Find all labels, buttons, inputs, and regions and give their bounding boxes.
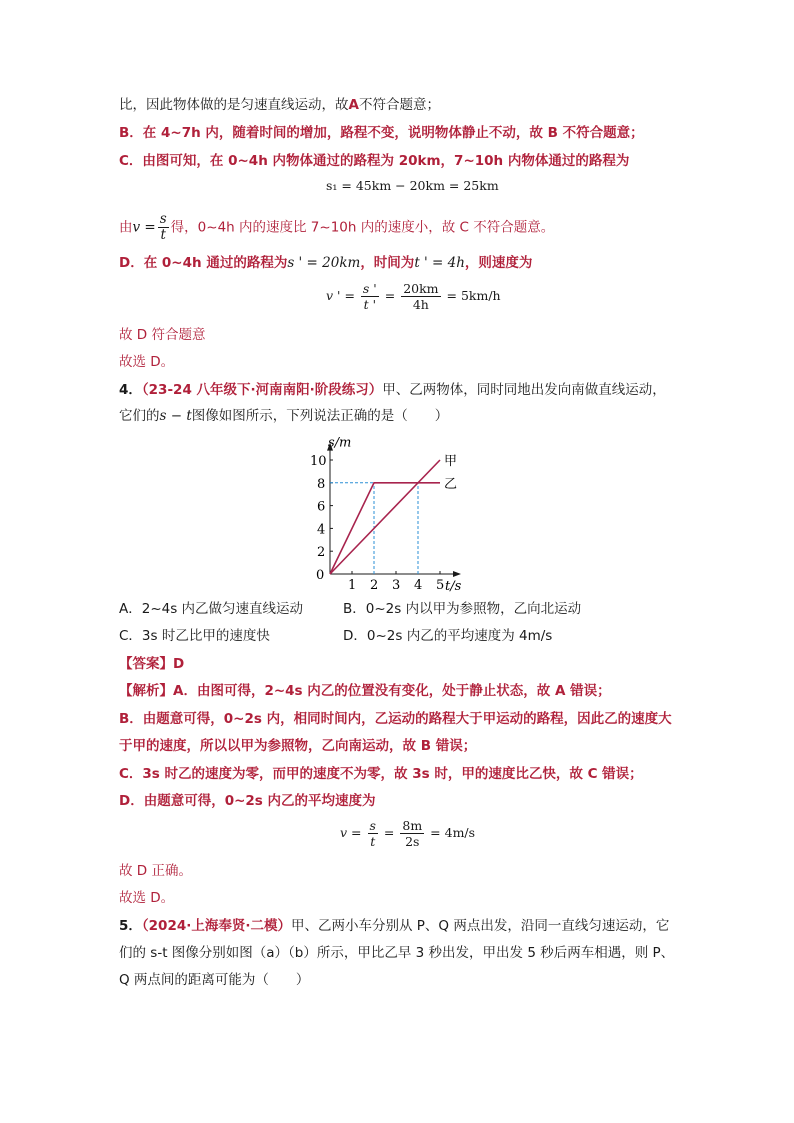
equation-s1: s₁ = 45km − 20km = 25km xyxy=(326,178,499,193)
q4-stem-line-2: 它们的s − t图像如图所示，下列说法正确的是（ ） xyxy=(119,408,449,424)
legend-jia: 甲 xyxy=(444,454,458,469)
x-tick-label: 5 xyxy=(436,578,445,593)
q4-conclusion: 故 D 正确。 xyxy=(119,863,192,879)
s-t-chart xyxy=(290,428,500,596)
equation-average-speed: v = $\frac{s}{t}$ = $\frac{8m}{2s}$ = 4m/s xyxy=(340,818,476,849)
x-tick-label: 4 xyxy=(414,578,423,593)
equation-v-prime: v ' = $\frac{s '}{t '}$ = $\frac{20km}{4h}$ = 5km/h xyxy=(326,281,501,312)
x-axis-arrow xyxy=(453,571,461,577)
q4-analysis-a: 【解析】A．由图可得，2~4s 内乙的位置没有变化，处于静止状态，故 A 错误； xyxy=(119,683,611,699)
q4-analysis-c: C．3s 时乙的速度为零，而甲的速度不为零，故 3s 时，甲的速度比乙快，故 C 错误； xyxy=(119,766,643,782)
q4-option-b: B．0~2s 内以甲为参照物，乙向北运动 xyxy=(343,601,582,617)
prev-conclusion: 故 D 符合题意 xyxy=(119,327,206,343)
y-tick-label: 2 xyxy=(317,545,326,561)
series-line-jia xyxy=(330,460,440,574)
q4-option-d: D．0~2s 内乙的平均速度为 4m/s xyxy=(343,628,553,644)
q4-analysis-d: D．由题意可得，0~2s 内乙的平均速度为 xyxy=(119,793,376,809)
y-tick-label: 8 xyxy=(317,476,326,492)
x-axis-label: t/s xyxy=(445,579,462,594)
y-tick-label: 4 xyxy=(317,522,326,538)
prev-line-1: 比，因此物体做的是匀速直线运动，故A不符合题意； xyxy=(119,97,440,113)
y-axis-label: s/m xyxy=(328,435,352,451)
q4-choose: 故选 D。 xyxy=(119,890,175,906)
fraction-s-over-t: $\frac{s}{t}$ xyxy=(159,211,167,243)
q4-option-c: C．3s 时乙比甲的速度快 xyxy=(119,628,270,644)
prev-line-3: C．由图可知，在 0~4h 内物体通过的路程为 20km，7~10h 内物体通过的路程为 xyxy=(119,153,630,169)
series-line-yi xyxy=(330,483,440,574)
q4-stem-line-1: 4．（23-24 八年级下·河南南阳·阶段练习）甲、乙两物体，同时同地出发向南做直线运动， xyxy=(119,382,666,398)
prev-line-2: B．在 4~7h 内，随着时间的增加，路程不变，说明物体静止不动，故 B 不符合题意； xyxy=(119,125,644,141)
origin-label: 0 xyxy=(316,568,325,583)
q4-answer: 【答案】D xyxy=(119,656,185,672)
x-tick-label: 1 xyxy=(348,578,357,593)
prev-line-5: D．在 0~4h 通过的路程为s ' = 20km，时间为t ' = 4h，则速度为 xyxy=(119,255,533,271)
y-tick-label: 6 xyxy=(317,499,326,515)
legend-yi: 乙 xyxy=(444,476,458,492)
q4-option-a: A．2~4s 内乙做匀速直线运动 xyxy=(119,601,304,617)
prev-line-4: 由v = $\frac{s}{t}$ 得，0~4h 内的速度比 7~10h 内的速度小，故 C 不符合题意。 xyxy=(119,211,555,243)
x-tick-label: 2 xyxy=(370,578,379,593)
q5-stem-line-1: 5．（2024·上海奉贤·二模）甲、乙两小车分别从 P、Q 两点出发，沿同一直线匀速运动，它 xyxy=(119,918,670,934)
q5-stem-line-2: 们的 s-t 图像分别如图（a）（b）所示，甲比乙早 3 秒出发，甲出发 5 秒后两车相遇，则 P、 xyxy=(119,945,675,961)
prev-choose: 故选 D。 xyxy=(119,354,175,370)
x-tick-label: 3 xyxy=(392,578,401,593)
q5-stem-line-3: Q 两点间的距离可能为（ ） xyxy=(119,972,310,988)
q4-analysis-b2: 于甲的速度，所以以甲为参照物，乙向南运动，故 B 错误； xyxy=(119,738,477,754)
y-tick-label: 10 xyxy=(310,454,327,469)
q4-analysis-b1: B．由题意可得，0~2s 内，相同时间内，乙运动的路程大于甲运动的路程，因此乙的速度大 xyxy=(119,711,672,727)
